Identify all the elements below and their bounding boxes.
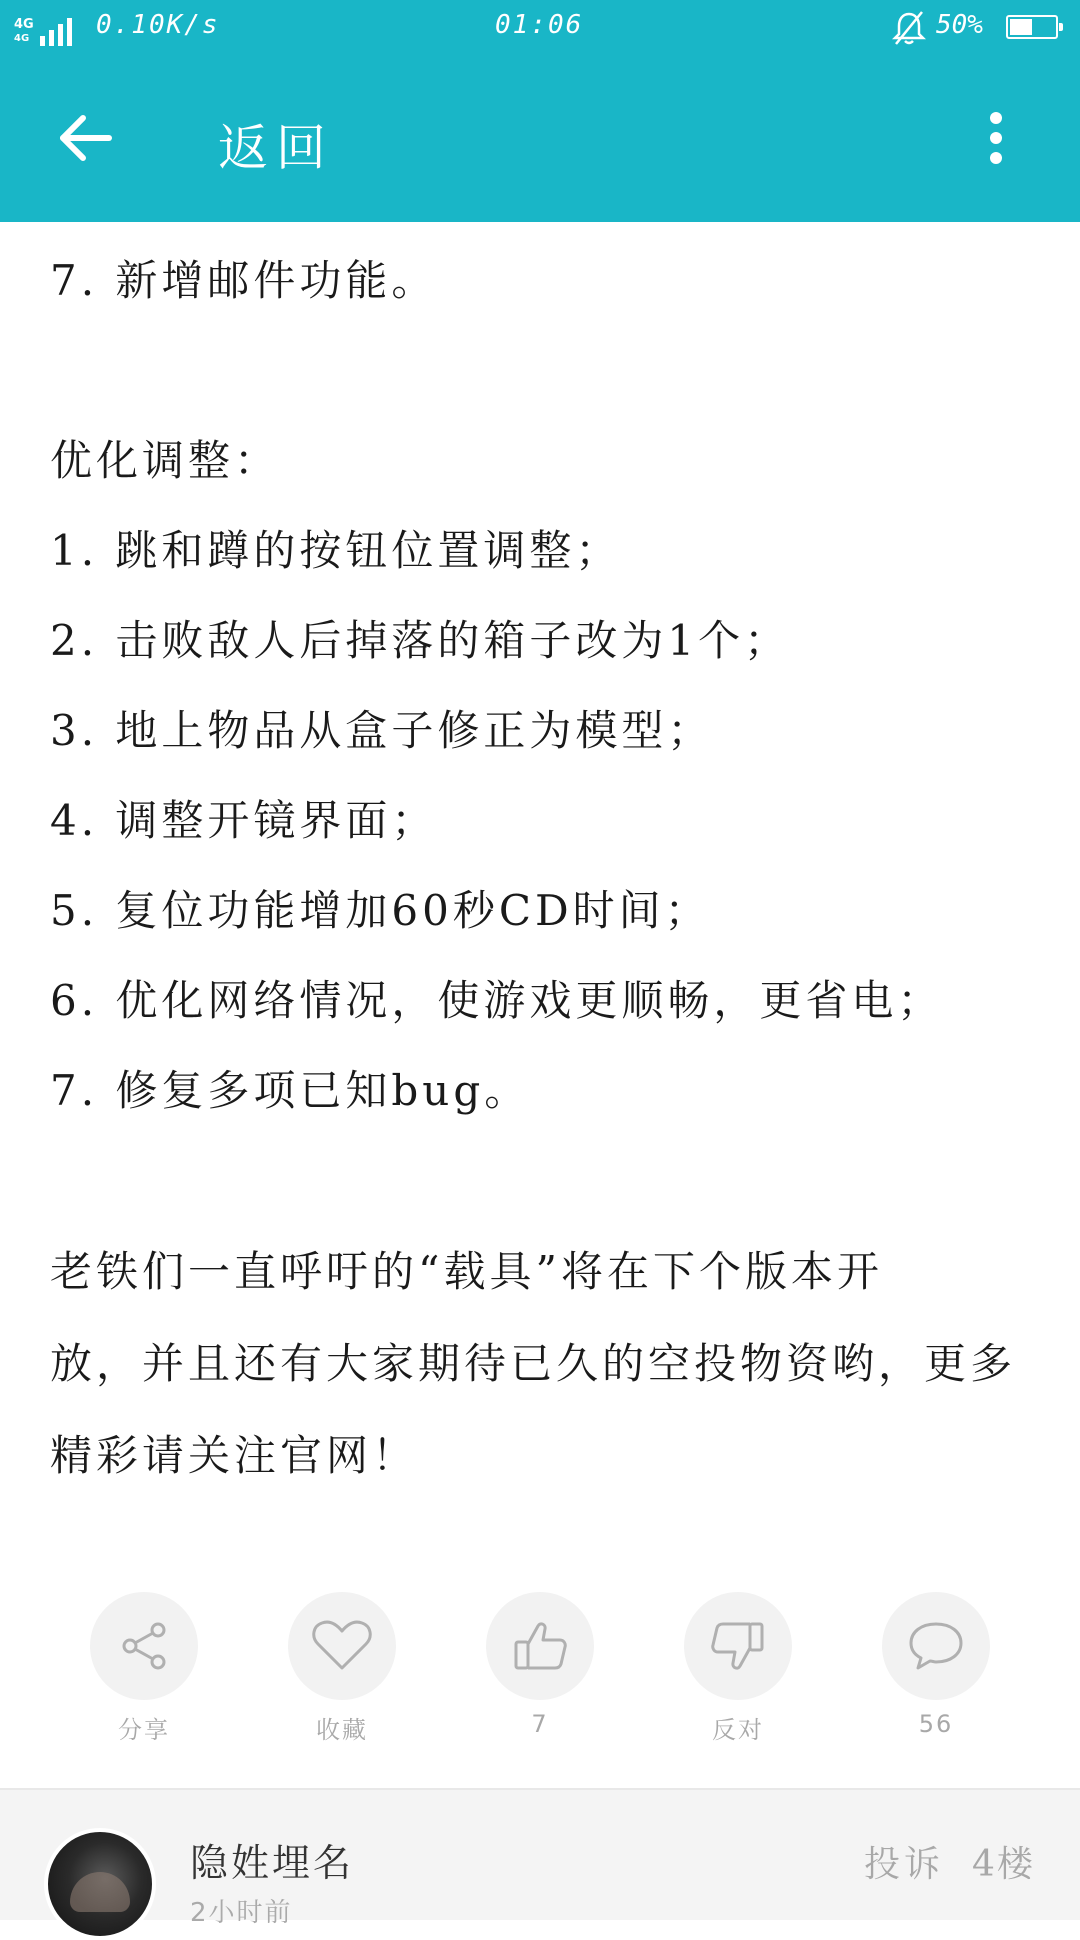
share-label: 分享	[118, 1716, 170, 1744]
network-type-sub-label: 4G	[14, 33, 30, 44]
article-body	[50, 236, 1040, 1502]
more-vertical-icon	[990, 112, 1002, 124]
share-button[interactable]	[74, 1592, 214, 1745]
comment-username[interactable]: 隐姓埋名	[190, 1841, 355, 1885]
closing-paragraph-line: 老铁们一直呼吁的“载具”将在下个版本开	[50, 1247, 883, 1296]
thumbs-up-icon	[510, 1616, 570, 1676]
closing-paragraph-line: 精彩请关注官网！	[50, 1431, 419, 1480]
favorite-button[interactable]	[272, 1592, 412, 1745]
arrow-left-icon	[57, 112, 113, 164]
heart-icon	[310, 1618, 374, 1674]
network-type	[14, 18, 34, 46]
share-icon	[116, 1618, 172, 1674]
favorite-label: 收藏	[316, 1716, 368, 1744]
network-type-label: 4G	[14, 17, 34, 32]
battery-fill	[1010, 19, 1032, 35]
section-title: 优化调整：	[50, 436, 281, 485]
battery-icon	[1006, 15, 1058, 39]
action-bar	[0, 1592, 1080, 1742]
comment-button[interactable]	[866, 1592, 1006, 1738]
more-menu-button[interactable]	[966, 100, 1026, 176]
clock: 01:06	[495, 10, 584, 40]
like-count: 7	[531, 1710, 549, 1738]
comment-timestamp: 2小时前	[190, 1898, 293, 1928]
avatar[interactable]	[44, 1828, 156, 1940]
closing-paragraph-line: 放，并且还有大家期待已久的空投物资哟，更多	[50, 1339, 1017, 1388]
dislike-label: 反对	[712, 1716, 764, 1744]
floor-number: 4楼	[972, 1844, 1035, 1885]
list-item: 1. 跳和蹲的按钮位置调整；	[50, 526, 622, 575]
mute-bell-icon	[892, 10, 926, 46]
like-button[interactable]	[470, 1592, 610, 1738]
network-speed: 0.10K/s	[96, 10, 220, 40]
list-item: 5. 复位功能增加60秒CD时间；	[50, 886, 711, 935]
battery-percent: 50%	[936, 10, 983, 40]
app-header	[0, 56, 1080, 222]
back-button[interactable]	[40, 100, 130, 176]
list-item: 3. 地上物品从盒子修正为模型；	[50, 706, 714, 755]
comment-count: 56	[918, 1710, 954, 1738]
page-title[interactable]: 返回	[218, 119, 334, 177]
comment-icon	[906, 1618, 966, 1674]
article-line: 7. 新增邮件功能。	[50, 256, 438, 305]
list-item: 4. 调整开镜界面；	[50, 796, 438, 845]
list-item: 6. 优化网络情况，使游戏更顺畅，更省电；	[50, 976, 944, 1025]
dislike-button[interactable]	[668, 1592, 808, 1745]
status-bar	[0, 0, 1080, 56]
thumbs-down-icon	[708, 1616, 768, 1676]
list-item: 7. 修复多项已知bug。	[50, 1066, 531, 1115]
signal-indicator	[14, 10, 72, 46]
list-item: 2. 击败敌人后掉落的箱子改为1个；	[50, 616, 791, 665]
signal-icon	[40, 18, 72, 46]
report-button[interactable]: 投诉	[864, 1844, 945, 1885]
comment-item	[0, 1790, 1080, 1928]
